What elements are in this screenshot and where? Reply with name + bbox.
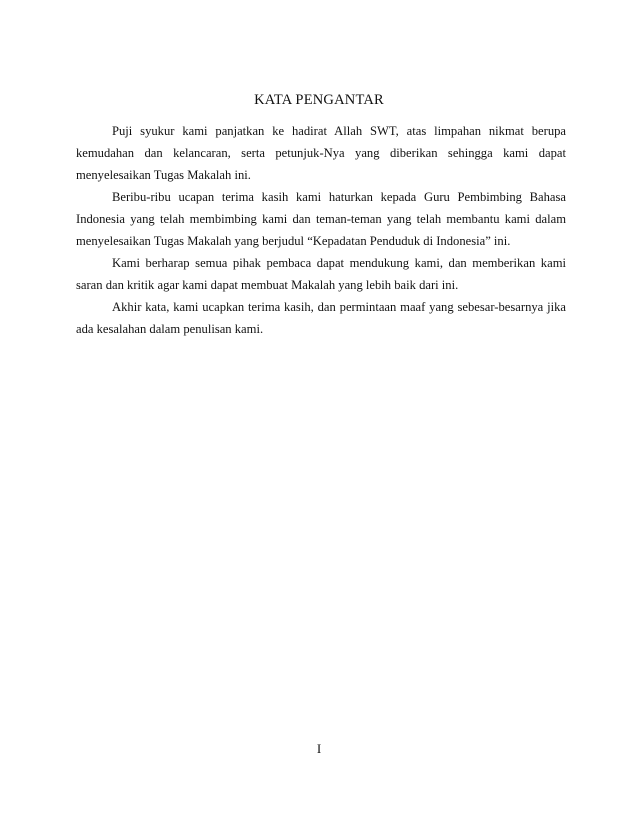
page-title: KATA PENGANTAR <box>254 92 384 108</box>
paragraph-1: Puji syukur kami panjatkan ke hadirat Allah SWT, atas limpahan nikmat berupa kemudahan dan kelancaran, serta petunjuk-Nya yang diberikan sehingga kami dapat menyelesaikan Tugas Makalah ini. <box>76 124 566 182</box>
page-number: I <box>316 741 322 756</box>
paragraph-3: Kami berharap semua pihak pembaca dapat mendukung kami, dan memberikan kami saran dan kritik agar kami dapat membuat Makalah yang lebih baik dari ini. <box>76 256 566 292</box>
paragraph-2: Beribu-ribu ucapan terima kasih kami haturkan kepada Guru Pembimbing Bahasa Indonesia yang telah membimbing kami dan teman-teman yang telah membantu kami dalam menyelesaikan Tugas Makalah yang berjudul “Kepadatan Penduduk di Indonesia” ini. <box>76 190 566 248</box>
document-body <box>76 120 566 340</box>
paragraph-4: Akhir kata, kami ucapkan terima kasih, dan permintaan maaf yang sebesar-besarnya jika ada kesalahan dalam penulisan kami. <box>76 300 566 336</box>
